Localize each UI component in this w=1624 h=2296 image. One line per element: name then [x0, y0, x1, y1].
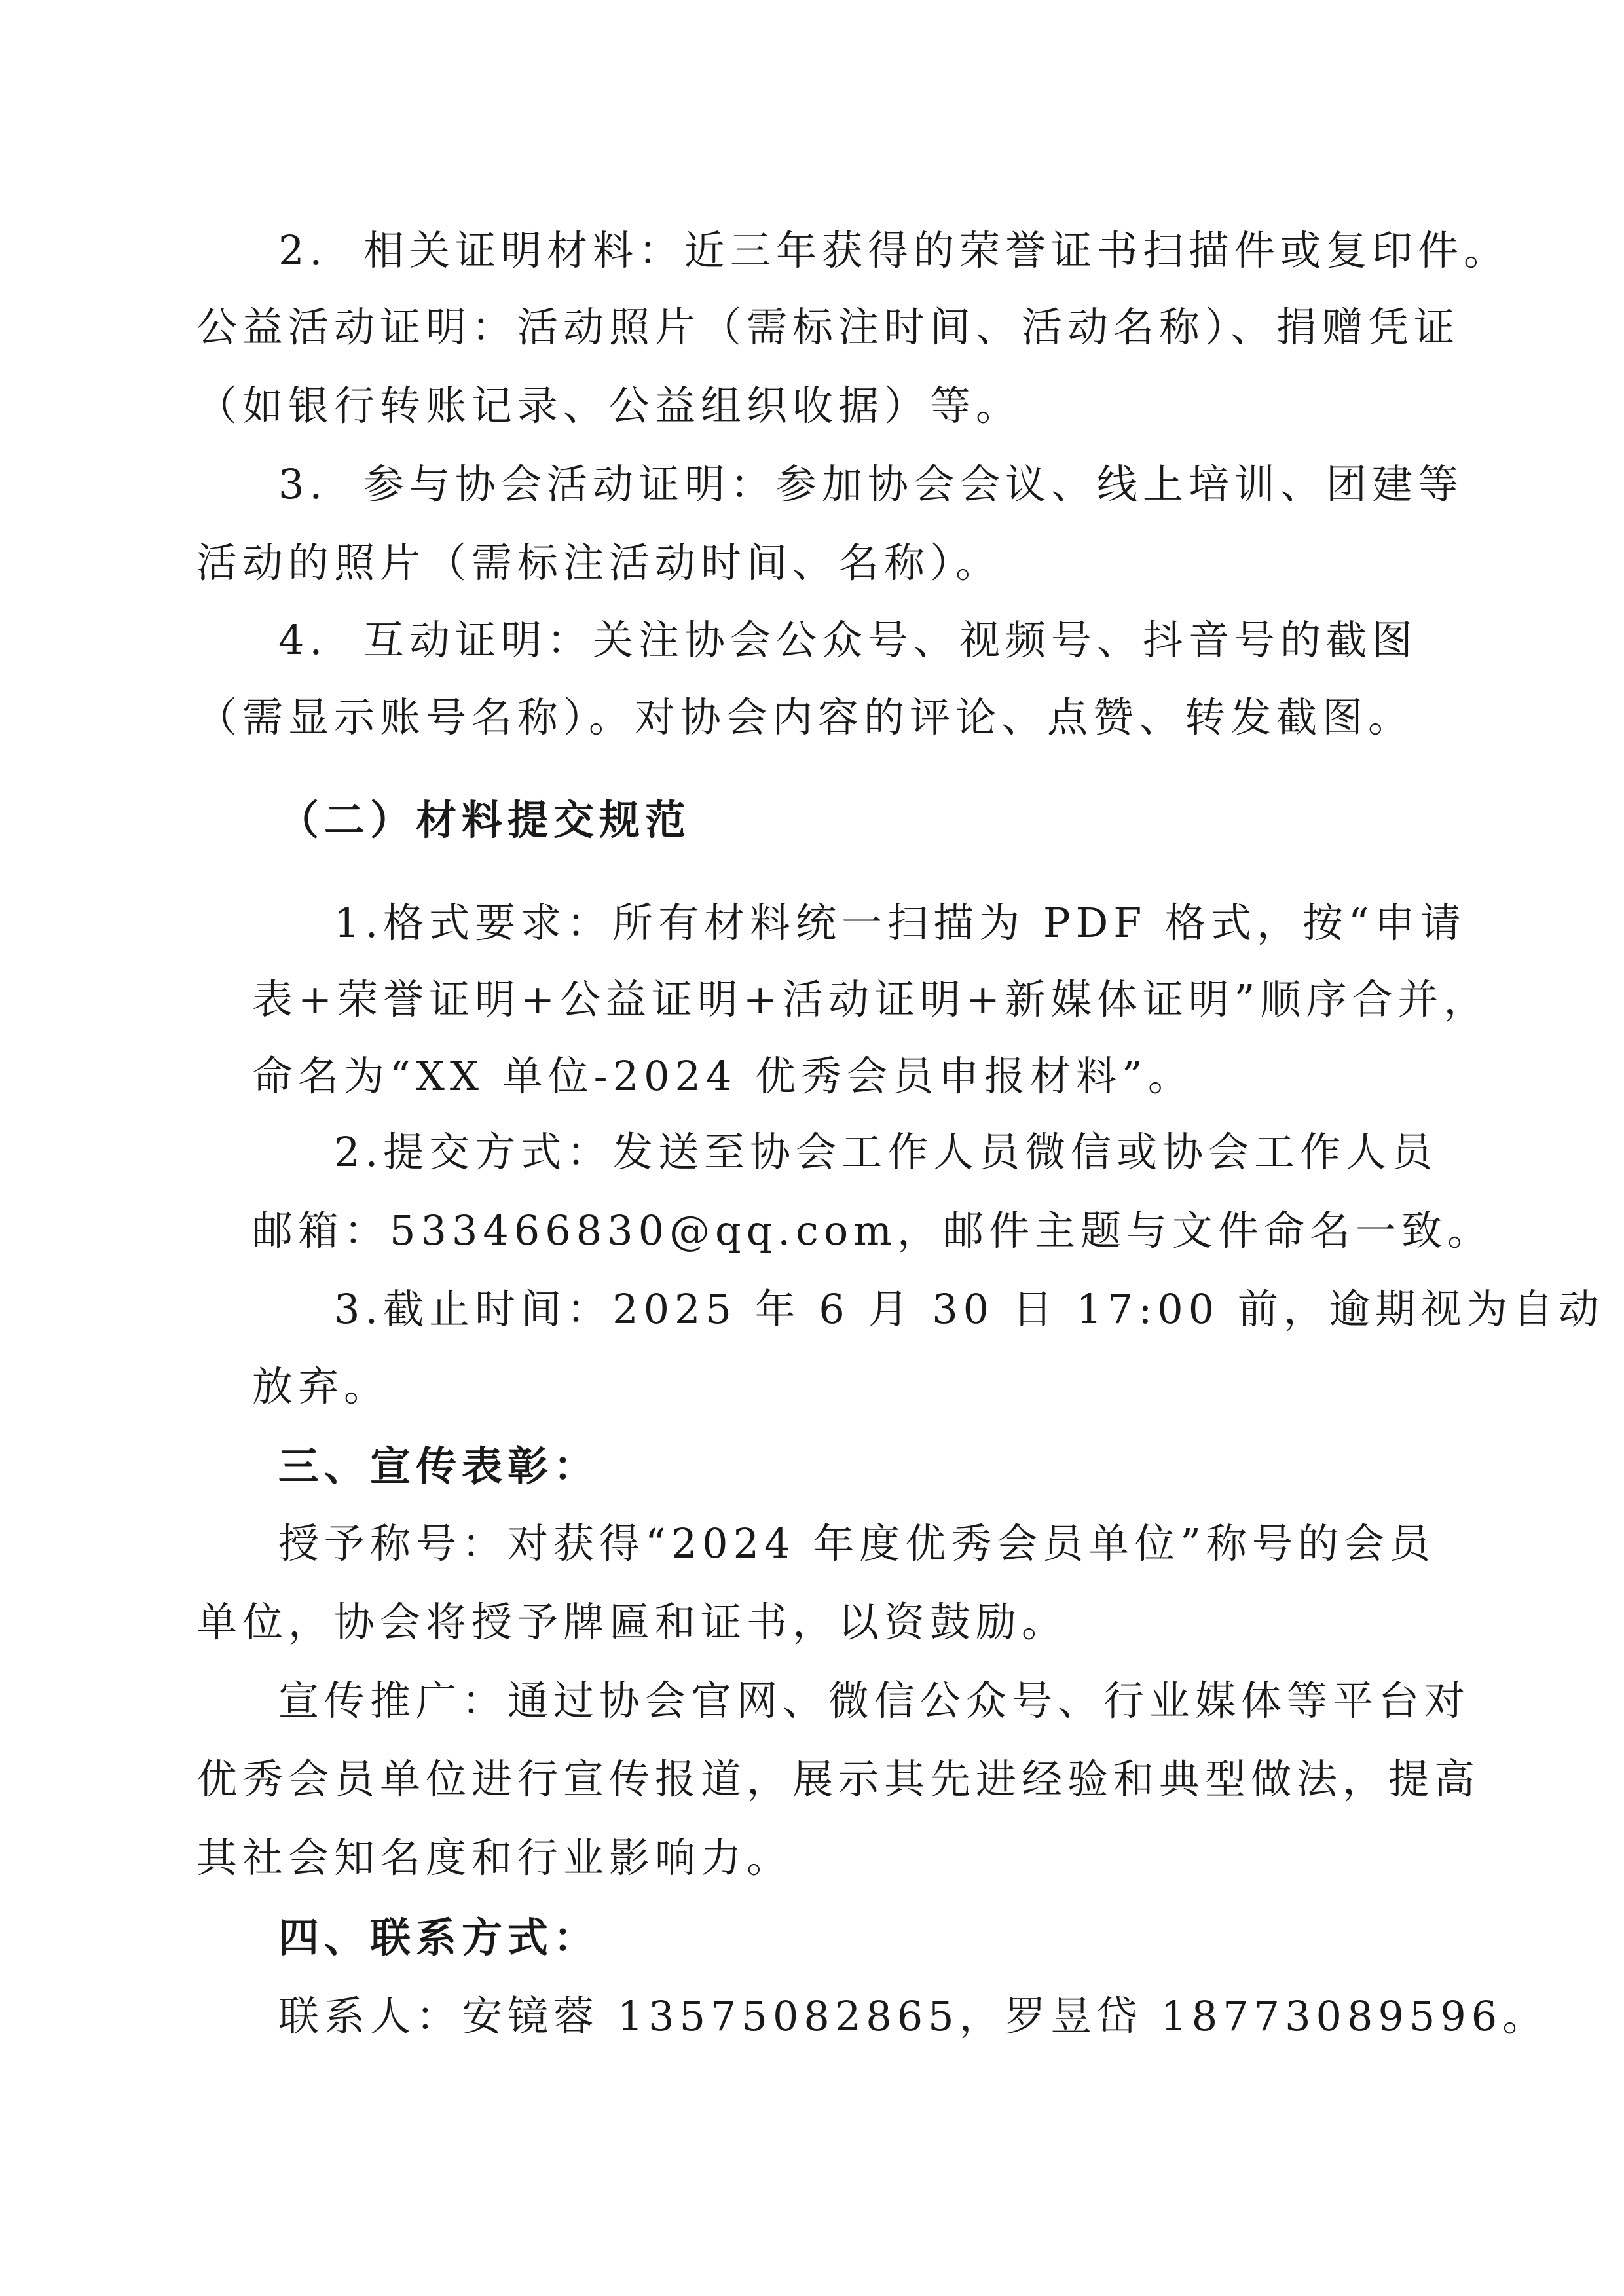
item-4-text: 互动证明：关注协会公众号、视频号、抖音号的截图	[363, 616, 1418, 664]
publicity-para-2-line-2: 优秀会员单位进行宣传报道，展示其先进经验和典型做法，提高	[196, 1755, 1481, 1803]
publicity-para-1-line-1: 授予称号：对获得“2024 年度优秀会员单位”称号的会员	[278, 1520, 1435, 1567]
submission-item-1-line-2: 表+荣誉证明+公益证明+活动证明+新媒体证明”顺序合并，	[252, 975, 1490, 1023]
publicity-para-2-line-3: 其社会知名度和行业影响力。	[196, 1834, 793, 1882]
submission-heading: （二）材料提交规范	[278, 796, 692, 844]
submission-item-1-line-1: 1.格式要求：所有材料统一扫描为 PDF 格式，按“申请	[334, 899, 1466, 947]
contact-heading: 四、联系方式：	[278, 1914, 600, 1961]
item-2-text: 相关证明材料：近三年获得的荣誉证书扫描件或复印件。	[363, 227, 1510, 274]
item-3-text: 参与协会活动证明：参加协会会议、线上培训、团建等	[363, 460, 1464, 508]
publicity-para-2-line-1: 宣传推广：通过协会官网、微信公众号、行业媒体等平台对	[278, 1677, 1471, 1724]
item-4-line-2: （需显示账号名称）。对协会内容的评论、点赞、转发截图。	[196, 693, 1414, 741]
publicity-heading: 三、宣传表彰：	[278, 1442, 600, 1490]
item-4-number: 4.	[278, 616, 328, 664]
item-2-number: 2.	[278, 227, 328, 274]
contact-line: 联系人：安镜蓉 13575082865，罗昱岱 18773089596。	[278, 1992, 1549, 2040]
submission-item-2-line-2: 邮箱：533466830@qq.com，邮件主题与文件命名一致。	[252, 1207, 1493, 1254]
publicity-para-1-line-2: 单位，协会将授予牌匾和证书，以资鼓励。	[196, 1598, 1068, 1646]
submission-item-2-line-1: 2.提交方式：发送至协会工作人员微信或协会工作人员	[334, 1128, 1438, 1176]
item-4-line-1	[278, 601, 1418, 680]
item-3-line-1	[278, 445, 1464, 524]
submission-item-1-line-3: 命名为“XX 单位-2024 优秀会员申报材料”。	[252, 1052, 1194, 1100]
item-3-line-2: 活动的照片（需标注活动时间、名称）。	[196, 539, 1002, 587]
item-3-number: 3.	[278, 460, 328, 508]
item-2-line-2: 公益活动证明：活动照片（需标注时间、活动名称）、捐赠凭证	[196, 303, 1460, 351]
submission-item-3-line-1: 3.截止时间：2025 年 6 月 30 日 17:00 前，逾期视为自动	[334, 1285, 1604, 1333]
item-2-line-1	[278, 211, 1509, 290]
submission-item-3-line-2: 放弃。	[252, 1362, 390, 1410]
item-2-line-3: （如银行转账记录、公益组织收据）等。	[196, 382, 1022, 429]
